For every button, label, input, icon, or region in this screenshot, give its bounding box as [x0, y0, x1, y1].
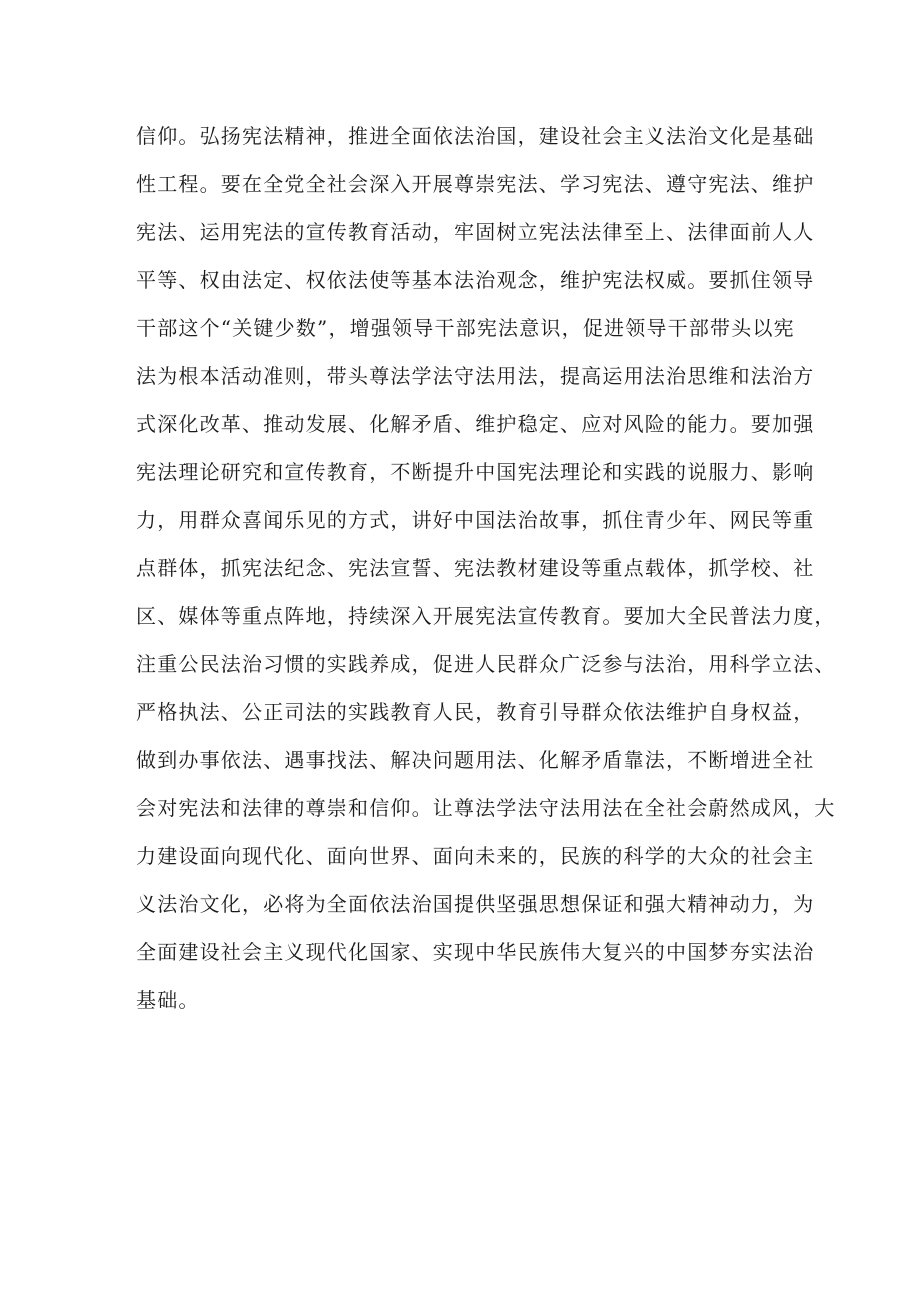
text-line-6: 法为根本活动准则，带头尊法学法守法用法，提高运用法治思维和法治方	[136, 364, 815, 388]
text-line-11: 区、媒体等重点阵地，持续深入开展宪法宣传教育。要加大全民普法力度，	[136, 604, 836, 628]
text-line-9: 力，用群众喜闻乐见的方式，讲好中国法治故事，抓住青少年、网民等重	[136, 508, 815, 532]
text-line-17: 义法治文化，必将为全面依法治国提供坚强思想保证和强大精神动力，为	[136, 892, 815, 916]
body-paragraph	[136, 112, 836, 1024]
text-line-2: 性工程。要在全党全社会深入开展尊崇宪法、学习宪法、遵守宪法、维护	[136, 172, 815, 196]
text-line-3: 宪法、运用宪法的宣传教育活动，牢固树立宪法法律至上、法律面前人人	[136, 220, 815, 244]
text-line-19: 基础。	[136, 988, 200, 1012]
text-line-5: 干部这个“关键少数”，增强领导干部宪法意识，促进领导干部带头以宪	[136, 316, 795, 340]
text-line-8: 宪法理论研究和宣传教育，不断提升中国宪法理论和实践的说服力、影响	[136, 460, 815, 484]
text-line-14: 做到办事依法、遇事找法、解决问题用法、化解矛盾靠法，不断增进全社	[136, 748, 815, 772]
text-line-13: 严格执法、公正司法的实践教育人民，教育引导群众依法维护自身权益，	[136, 700, 815, 724]
text-line-15: 会对宪法和法律的尊崇和信仰。让尊法学法守法用法在全社会蔚然成风，大	[136, 796, 836, 820]
text-line-1: 信仰。弘扬宪法精神，推进全面依法治国，建设社会主义法治文化是基础	[136, 124, 815, 148]
text-line-10: 点群体，抓宪法纪念、宪法宣誓、宪法教材建设等重点载体，抓学校、社	[136, 556, 815, 580]
text-line-12: 注重公民法治习惯的实践养成，促进人民群众广泛参与法治，用科学立法、	[136, 652, 836, 676]
text-line-4: 平等、权由法定、权依法使等基本法治观念，维护宪法权威。要抓住领导	[136, 268, 815, 292]
text-line-18: 全面建设社会主义现代化国家、实现中华民族伟大复兴的中国梦夯实法治	[136, 940, 815, 964]
text-line-7: 式深化改革、推动发展、化解矛盾、维护稳定、应对风险的能力。要加强	[136, 412, 815, 436]
text-line-16: 力建设面向现代化、面向世界、面向未来的，民族的科学的大众的社会主	[136, 844, 815, 868]
